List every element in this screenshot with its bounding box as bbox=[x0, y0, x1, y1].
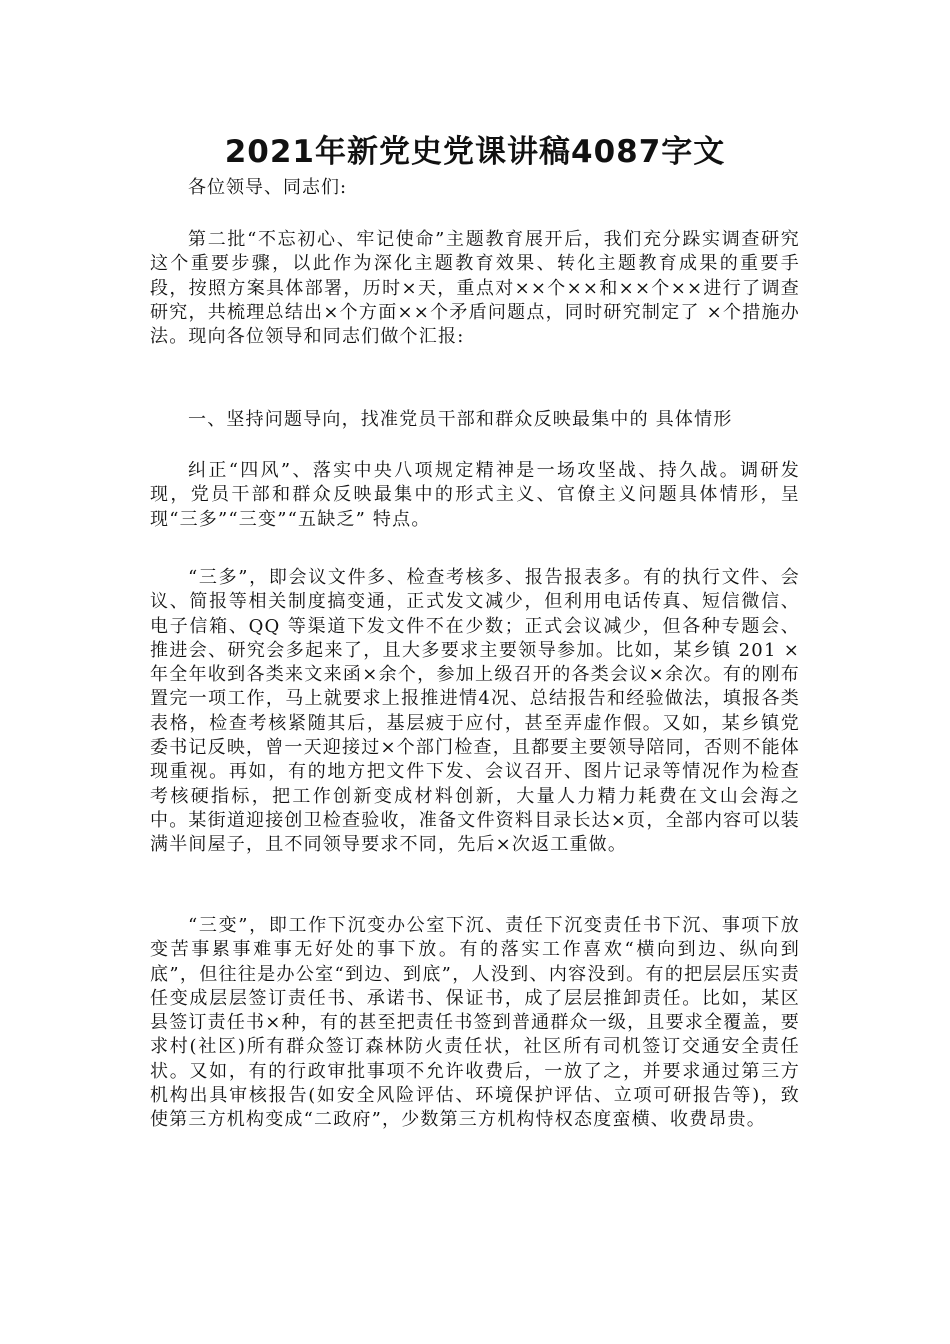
paragraph-san-duo: “三多”，即会议文件多、检查考核多、报告报表多。有的执行文件、会议、简报等相关制度搞变通，正式发文减少，但利用电话传真、短信微信、电子信箱、QQ 等渠道下发文件不在少数；正式会议减少，但各种专题会、推进会、研究会多起来了，且大多要求主要领导参加。比如，某乡镇 201 ×年全年收到各类来文来函×余个，参加上级召开的各类会议×余次。有的刚布置完一项工作，马上就要求上报推进情4况、总结报告和经验做法，填报各类表格，检查考核紧随其后，基层疲于应付，甚至弄虚作假。又如，某乡镇党委书记反映，曾一天迎接过×个部门检查，且都要主要领导陪同，否则不能体现重视。再如，有的地方把文件下发、会议召开、图片记录等情况作为检查考核硬指标，把工作创新变成材料创新，大量人力精力耗费在文山会海之中。某街道迎接创卫检查验收，准备文件资料目录长达×页，全部内容可以装满半间屋子，且不同领导要求不同，先后×次返工重做。 bbox=[150, 567, 800, 856]
paragraph-intro: 第二批“不忘初心、牢记使命”主题教育展开后，我们充分跺实调查研究这个重要步骤，以此作为深化主题教育效果、转化主题教育成果的重要手段，按照方案具体部署，历时×天，重点对××个××和××个××进行了调查研究，共梳理总结出×个方面××个矛盾问题点，同时研究制定了 ×个措施办法。现向各位领导和同志们做个汇报: bbox=[150, 229, 800, 348]
document-title: 2021年新党史党课讲稿4087字文 bbox=[224, 134, 726, 170]
salutation: 各位领导、同志们: bbox=[188, 177, 348, 198]
section-heading: 一、坚持问题导向，找准党员干部和群众反映最集中的 具体情形 bbox=[188, 409, 733, 430]
paragraph-san-bian: “三变”，即工作下沉变办公室下沉、责任下沉变责任书下沉、事项下放变苦事累事难事无好处的事下放。有的落实工作喜欢“横向到边、纵向到底”，但往往是办公室“到边、到底”，人没到、内容没到。有的把层层压实责任变成层层签订责任书、承诺书、保证书，成了层层推卸责任。比如，某区县签订责任书×种，有的甚至把责任书签到普通群众一级，且要求全覆盖，要求村(社区)所有群众签订森林防火责任状，社区所有司机签订交通安全责任状。又如，有的行政审批事项不允许收费后，一放了之，并要求通过第三方机构出具审核报告(如安全风险评估、环境保护评估、立项可研报告等)，致使第三方机构变成“二政府”，少数第三方机构恃权态度蛮横、收费昂贵。 bbox=[150, 915, 800, 1131]
paragraph-overview: 纠正“四风”、落实中央八项规定精神是一场攻坚战、持久战。调研发现，党员干部和群众反映最集中的形式主义、官僚主义问题具体情形，呈现“三多”“三变”“五缺乏” 特点。 bbox=[150, 460, 800, 530]
